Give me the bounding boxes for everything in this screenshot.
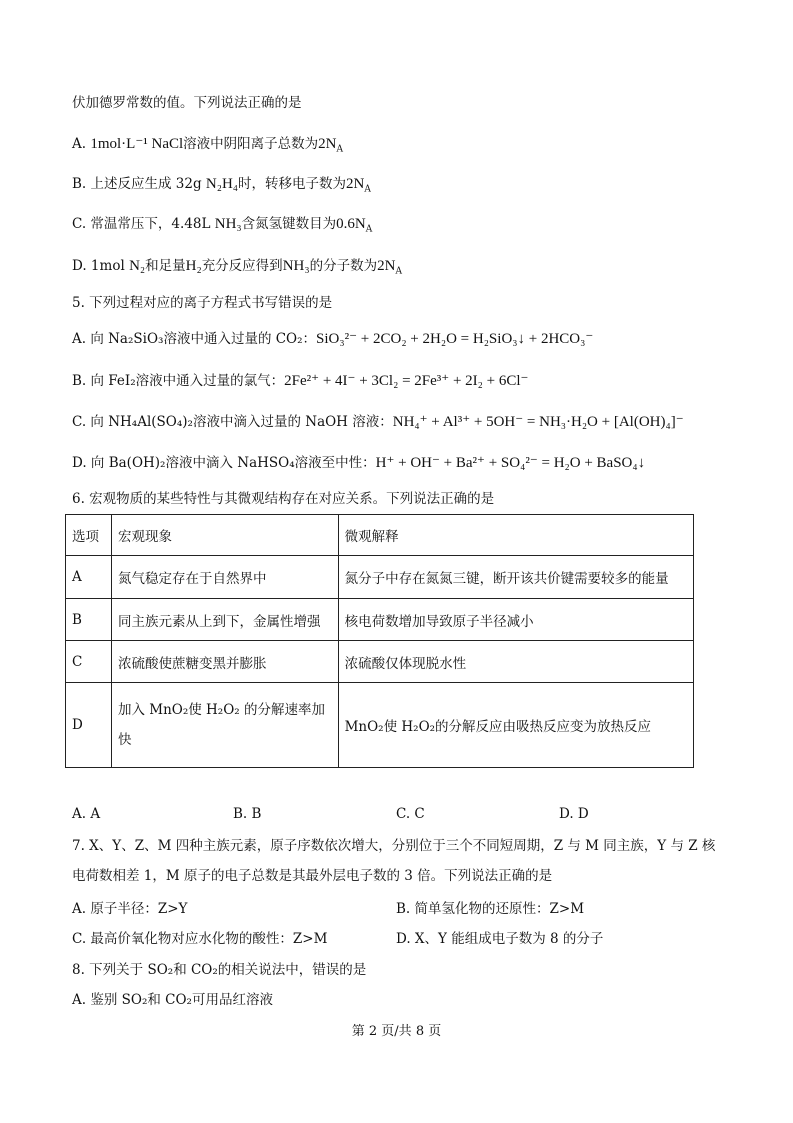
q5-option-a: A. 向 Na₂SiO₃溶液中通入过量的 CO₂：SiO₃²⁻ + 2CO₂ + 2H₂O = H₂SiO₃↓ + 2HCO₃⁻ [72,331,594,347]
q7-option-c: C. 最高价氧化物对应水化物的酸性：Z>M [72,931,328,947]
table-cell: 氮气稳定存在于自然界中 [111,556,338,599]
q7-option-b: B. 简单氢化物的还原性：Z>M [396,901,585,917]
q5-b-equation: 2Fe²⁺ + 4I⁻ + 3Cl₂ = 2Fe³⁺ + 2I₂ + 6Cl⁻ [284,373,529,389]
q5-d-equation: H⁺ + OH⁻ + Ba²⁺ + SO₄²⁻ = H₂O + BaSO₄↓ [375,455,646,471]
header-cell: 选项 [66,515,112,556]
q6-choice-c: C. C [396,806,425,822]
table-cell: 同主族元素从上到下，金属性增强 [111,599,338,641]
q5-c-equation: NH₄⁺ + Al³⁺ + 5OH⁻ = NH₃·H₂O + [Al(OH)₄]⁻ [392,414,684,430]
q5-a-equation: SiO₃²⁻ + 2CO₂ + 2H₂O = H₂SiO₃↓ + 2HCO₃⁻ [316,331,594,347]
q6-choice-d: D. D [559,806,589,822]
table-row [66,683,694,768]
q4-stem-tail: 伏加德罗常数的值。下列说法正确的是 [72,95,302,111]
table-header-row [66,515,694,556]
table-row [66,641,694,683]
table-cell: D [66,683,112,768]
q7-stem-line1: 7. X、Y、Z、M 四种主族元素，原子序数依次增大，分别位于三个不同短周期，Z 与 M 同主族，Y 与 Z 核 [72,838,716,854]
table-cell: MnO₂使 H₂O₂的分解反应由吸热反应变为放热反应 [338,683,693,768]
q7-stem-line2: 电荷数相差 1，M 原子的电子总数是其最外层电子数的 3 倍。下列说法正确的是 [72,868,553,884]
q7-option-a: A. 原子半径：Z>Y [72,901,188,917]
table-row [66,599,694,641]
q6-choice-a: A. A [72,806,101,822]
table-cell: 核电荷数增加导致原子半径减小 [338,599,693,641]
q5-option-d: D. 向 Ba(OH)₂溶液中滴入 NaHSO₄溶液至中性：H⁺ + OH⁻ + Ba²⁺ + SO₄²⁻ = H₂O + BaSO₄↓ [72,455,646,471]
table-cell: C [66,641,112,683]
header-cell: 宏观现象 [111,515,338,556]
q4-option-c: C. 常温常压下，4.48L NH₃含氮氢键数目为$0.6N_A$ [72,216,373,235]
q5-option-c: C. 向 NH₄Al(SO₄)₂溶液中滴入过量的 NaOH 溶液：NH₄⁺ + Al³⁺ + 5OH⁻ = NH₃·H₂O + [Al(OH)₄]⁻ [72,414,684,430]
q6-table [65,514,694,768]
q8-option-a: A. 鉴别 SO₂和 CO₂可用品红溶液 [72,992,273,1008]
q7-option-d: D. X、Y 能组成电子数为 8 的分子 [396,931,604,947]
header-cell: 微观解释 [338,515,693,556]
table-cell: 浓硫酸仅体现脱水性 [338,641,693,683]
table-cell: 氮分子中存在氮氮三键，断开该共价键需要较多的能量 [338,556,693,599]
q4-option-d: D. 1mol N₂和足量H₂充分反应得到NH₃的分子数为$2N_A$ [72,258,402,277]
table-cell: 加入 MnO₂使 H₂O₂ 的分解速率加快 [111,683,338,768]
table-cell: A [66,556,112,599]
q5-stem: 5. 下列过程对应的离子方程式书写错误的是 [72,295,333,311]
q6-stem: 6. 宏观物质的某些特性与其微观结构存在对应关系。下列说法正确的是 [72,491,495,507]
table-row [66,556,694,599]
q6-choice-b: B. B [233,806,262,822]
table-cell: B [66,599,112,641]
q4-option-a: A. 1mol·L⁻¹ NaCl溶液中阴阳离子总数为$2N_A$ [72,136,344,155]
q4-option-b: B. 上述反应生成 32g N₂H₄时，转移电子数为$2N_A$ [72,176,371,195]
q5-option-b: B. 向 FeI₂溶液中通入过量的氯气：2Fe²⁺ + 4I⁻ + 3Cl₂ = 2Fe³⁺ + 2I₂ + 6Cl⁻ [72,373,529,389]
table-cell: 浓硫酸使蔗糖变黑并膨胀 [111,641,338,683]
page-number-footer: 第 2 页/共 8 页 [351,1024,442,1039]
q8-stem: 8. 下列关于 SO₂和 CO₂的相关说法中，错误的是 [72,962,367,978]
